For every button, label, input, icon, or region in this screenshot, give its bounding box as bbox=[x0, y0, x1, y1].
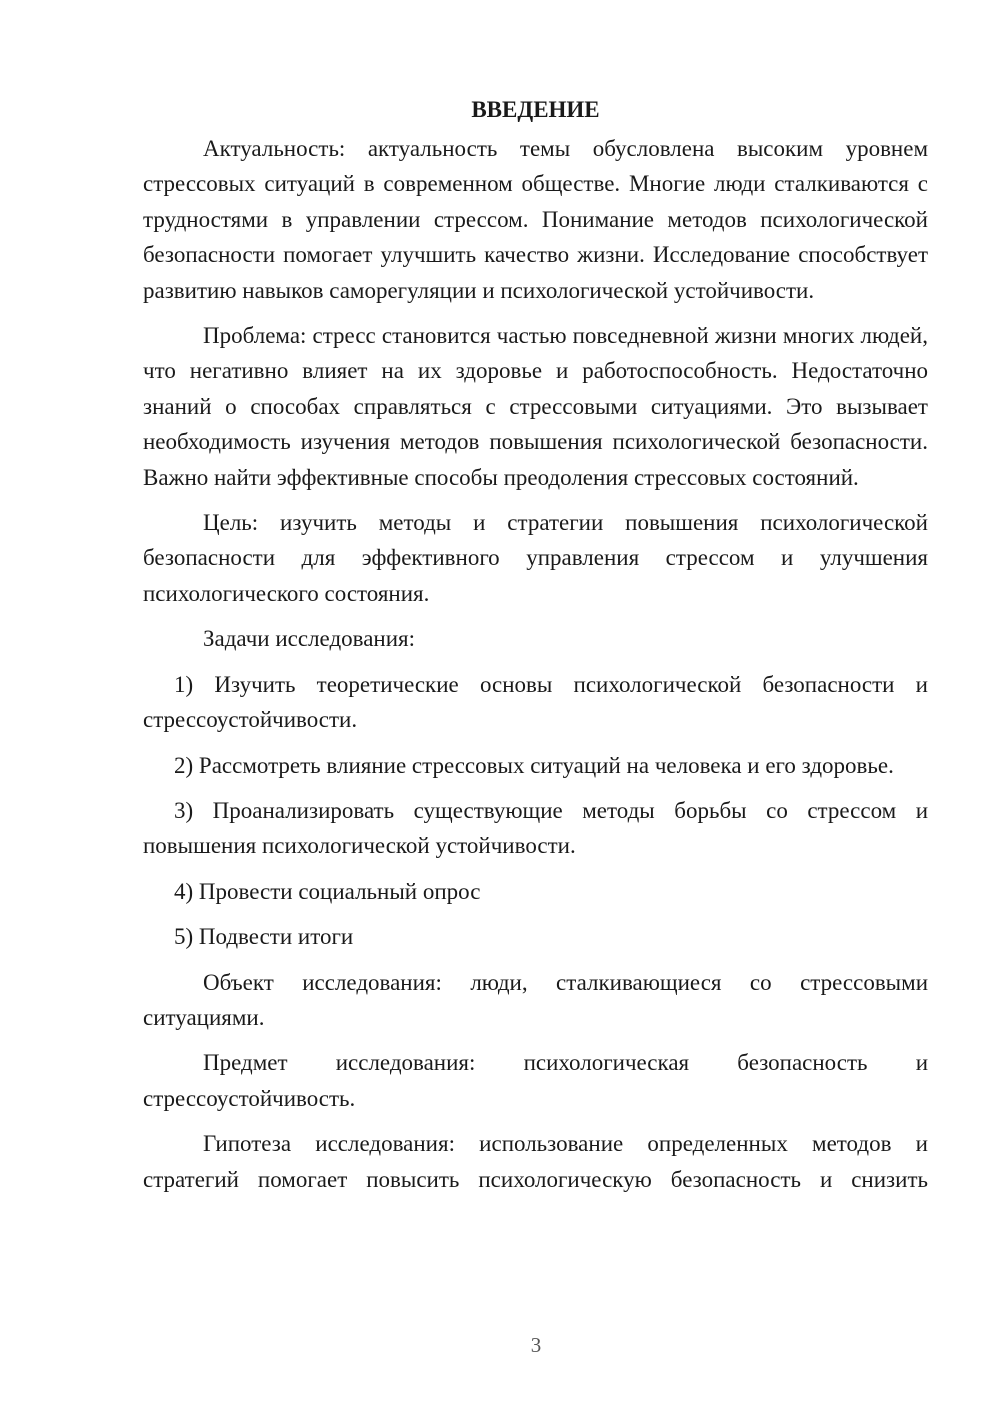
task-item-1: 1) Изучить теоретические основы психологической безопасности и стрессоустойчивости. bbox=[143, 671, 928, 733]
paragraph-object: Объект исследования: люди, сталкивающиеся со стрессовыми ситуациями. bbox=[143, 969, 928, 1030]
task-item-4: 4) Провести социальный опрос bbox=[174, 878, 481, 904]
page-title: ВВЕДЕНИЕ bbox=[471, 97, 600, 122]
paragraph-goal: Цель: изучить методы и стратегии повышения психологической безопасности для эффективного управления стрессом и улучшения психологического состояния. bbox=[143, 510, 928, 606]
task-item-3: 3) Проанализировать существующие методы борьбы со стрессом и повышения психологической устойчивости. bbox=[143, 797, 928, 859]
paragraph-subject: Предмет исследования: психологическая безопасность и стрессоустойчивость. bbox=[143, 1050, 928, 1111]
page-content bbox=[143, 92, 928, 1207]
tasks-heading: Задачи исследования: bbox=[203, 626, 416, 652]
task-item-5: 5) Подвести итоги bbox=[174, 924, 354, 950]
task-item-2: 2) Рассмотреть влияние стрессовых ситуаций на человека и его здоровье. bbox=[174, 752, 894, 778]
paragraph-hypothesis: Гипотеза исследования: использование определенных методов и стратегий помогает повысить психологическую безопасность и снизить bbox=[143, 1131, 928, 1192]
page-number: 3 bbox=[530, 1333, 542, 1357]
paragraph-relevance: Актуальность: актуальность темы обусловлена высоким уровнем стрессовых ситуаций в современном обществе. Многие люди сталкиваются с трудностями в управлении стрессом. Понимание методов психологической безопасности помогает улучшить качество жизни. Исследование способствует развитию навыков саморегуляции и психологической устойчивости. bbox=[143, 136, 928, 303]
paragraph-problem: Проблема: стресс становится частью повседневной жизни многих людей, что негативно влияет на их здоровье и работоспособность. Недостаточно знаний о способах справляться с стрессовыми ситуациями. Это вызывает необходимость изучения методов повышения психологической безопасности. Важно найти эффективные способы преодоления стрессовых состояний. bbox=[143, 323, 928, 490]
